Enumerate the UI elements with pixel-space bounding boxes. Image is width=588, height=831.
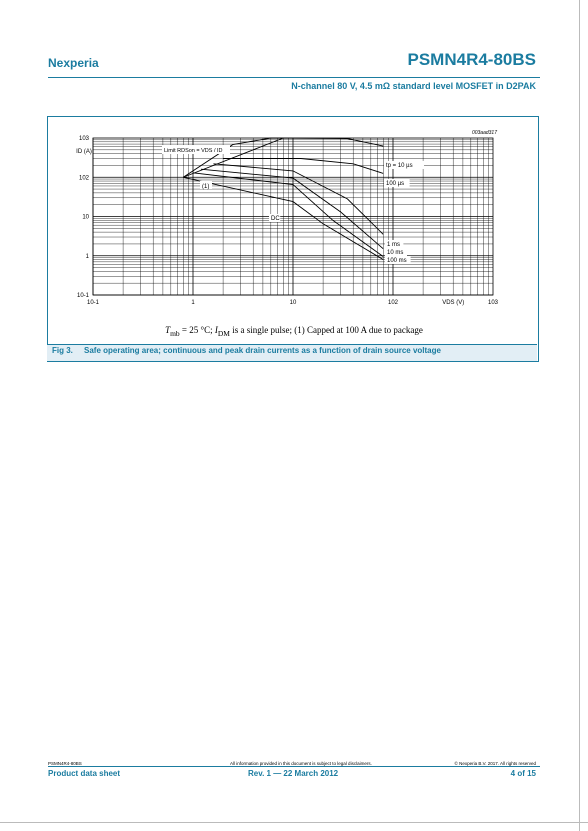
series-label: 10 ms xyxy=(387,250,404,256)
figure-caption-text: Safe operating area; continuous and peak drain currents as a function of drain source voltage xyxy=(84,346,441,355)
footer-page: 4 of 15 xyxy=(510,769,536,778)
y-tick-label: 10-1 xyxy=(76,293,89,299)
series-line-1 xyxy=(223,159,383,174)
annotation-cap: (1) xyxy=(202,184,210,190)
y-tick-label: 102 xyxy=(78,175,89,182)
figure-code: 003aad317 xyxy=(471,130,497,136)
y-axis-label: ID (A) xyxy=(76,149,92,155)
brand-name: Nexperia xyxy=(48,56,99,70)
footer-rule xyxy=(48,766,540,767)
part-number: PSMN4R4-80BS xyxy=(407,50,536,69)
series-label: 100 µs xyxy=(386,181,405,187)
x-tick-label: 1 xyxy=(191,300,195,306)
x-tick-label: 103 xyxy=(487,300,499,306)
series-label: 1 ms xyxy=(387,242,401,248)
series-label: DC xyxy=(271,216,280,222)
product-subtitle: N-channel 80 V, 4.5 mΩ standard level MOSFET in D2PAK xyxy=(291,81,536,91)
series-label: 100 ms xyxy=(387,258,407,264)
figure-number: Fig 3. xyxy=(52,346,73,355)
x-tick-label: 10 xyxy=(289,300,297,306)
footer-copyright: © Nexperia B.V. 2017. All rights reserved xyxy=(454,761,536,766)
annotation-rdson: Limit RDSon = VDS / ID xyxy=(164,148,223,154)
figure-note: $T_{mb} = 25$ °C; $I_{DM}$ is a single pulse; (1) Capped at 100 A due to package xyxy=(165,325,423,338)
footer-doc-id: PSMN4R4-80BS xyxy=(48,761,82,766)
x-tick-label: 102 xyxy=(387,300,399,306)
y-tick-label: 103 xyxy=(78,136,89,142)
series-label: tp = 10 µs xyxy=(386,163,413,169)
footer-revision: Rev. 1 — 22 March 2012 xyxy=(248,769,339,778)
series-line-2 xyxy=(213,164,383,235)
x-axis-label: VDS (V) xyxy=(442,300,465,306)
y-tick-label: 1 xyxy=(85,253,89,260)
y-tick-label: 10 xyxy=(82,214,89,221)
footer-disclaimer: All information provided in this document is subject to legal disclaimers. xyxy=(230,761,372,766)
x-tick-label: 10-1 xyxy=(86,300,100,306)
footer-doc-type: Product data sheet xyxy=(48,769,121,778)
